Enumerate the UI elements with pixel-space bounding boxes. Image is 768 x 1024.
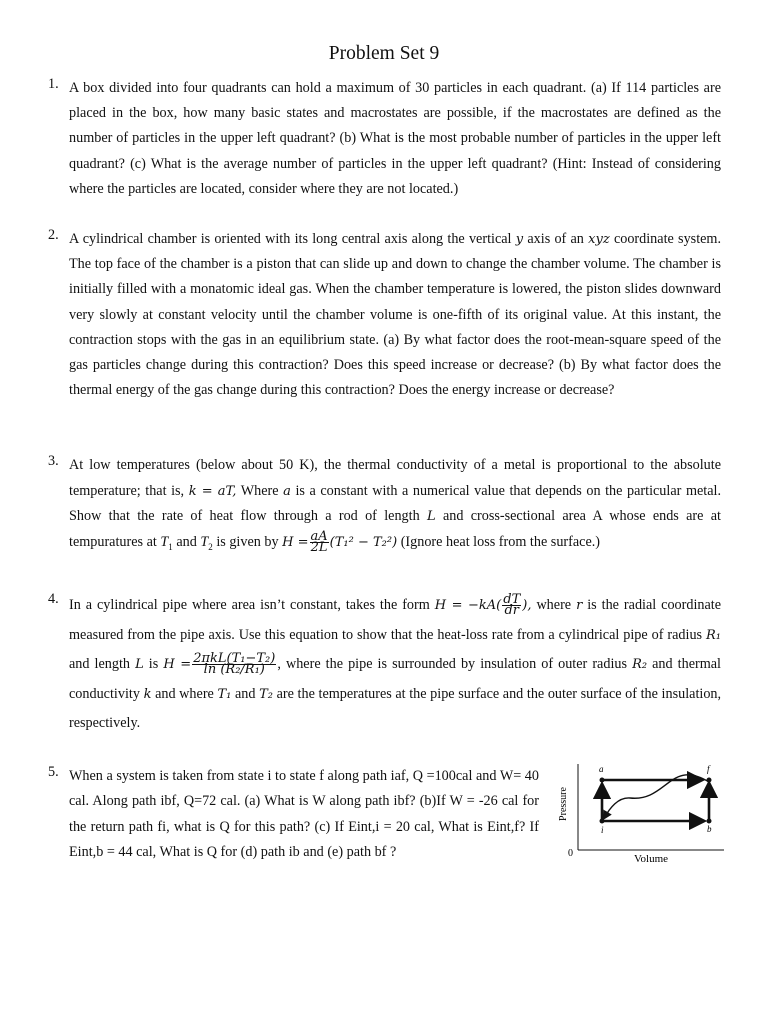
problem-number: 1. [48, 76, 59, 92]
problem-number: 2. [48, 227, 59, 243]
fraction: $\frac{aA}{2L}$ [310, 528, 328, 555]
problem-1 [48, 76, 724, 201]
problem-text: A cylindrical chamber is oriented with its long central axis along the vertical y axis of an xyz coordinate system. The top face of the chamber is a piston that can slide up and down to change the chamber volume. The chamber is initially filled with a monatomic ideal gas. When the chamber temperature is lowered, the piston slides downward very slowly at constant velocity until the chamber volume is one-fifth of its original value. At this instant, the contraction stops with the gas in an equilibrium state. (a) By what factor does the root-mean-square speed of the gas particles change during this contraction? Does this speed increase or decrease? (b) By what factor does the thermal energy of the gas change during this contraction? Does the energy increase or decrease? [69, 231, 722, 399]
page-title: Problem Set 9 [328, 43, 440, 64]
point-i [600, 819, 605, 824]
problem-text: At low temperatures (below about 50 K), the thermal conductivity of a metal is proportional to the absolute temperature; that is, k = aT, Where a is a constant with a numerical value that depends on the particular metal. Show that the rate of heat flow through a rod of length L and cross-sectional area A whose ends are at tempuratures at $T_1$ and $T_2$ is given by H = $\frac{aA}{2L}$ (T₁² − T₂²) (Ignore heat loss from the surface.) [69, 457, 721, 555]
label-i: i [601, 825, 604, 835]
y-axis-label: Pressure [558, 787, 569, 821]
problem-number: 5. [48, 764, 59, 780]
problem-3 [48, 453, 724, 558]
problem-text: A box divided into four quadrants can hold a maximum of 30 particles in each quadrant. (a) If 114 particles are placed in the box, how many basic states and macrostates are possible, if the macrostates are defined as the number of particles in the upper left quadrant? (b) What is the most probable number of particles in the upper left quadrant? (c) What is the average number of particles in the upper left quadrant? (Hint: Instead of considering where the particles are located, consider where they are not located.) [69, 80, 721, 197]
pv-diagram [552, 760, 727, 870]
problem-2 [48, 227, 724, 427]
problem-number: 4. [48, 591, 59, 607]
origin-label: 0 [568, 848, 573, 859]
x-axis-label: Volume [633, 853, 669, 865]
point-b [707, 819, 712, 824]
problem-4 [48, 591, 724, 741]
point-a [600, 778, 605, 783]
fraction: $\frac{\text{2πkL(T₁−T₂)}}{\text{ln (R₂/R₁)}}$ [193, 651, 276, 678]
label-f: f [707, 764, 710, 774]
fraction: $\frac{dT}{dr}$ [503, 592, 521, 619]
label-b: b [707, 824, 712, 834]
problem-text: In a cylindrical pipe where area isn’t constant, takes the form H = −kA( $\frac{dT}{dr}$ ), where r is the radial coordinate measured from the pipe axis. Use this equation to show that the heat-loss rate from a cylindrical pipe of radius R₁ and length L is H = $\frac{\text{2πkL(T₁−T₂)}}{\text{ln (R₂/R₁)}}$ , where the pipe is surrounded by insulation of outer radius R₂ and thermal conductivity k and where T₁ and T₂ are the temperatures at the pipe surface and the outer surface of the insulation, respectively. [69, 592, 722, 731]
problem-text: When a system is taken from state i to state f along path iaf, Q =100cal and W= 40 cal. Along path ibf, Q=72 cal. (a) What is W along path ibf? (b)If W = -26 cal for the return path fi, what is Q for this path? (c) If Eint,i = 20 cal, What is Eint,f? If Eint,b = 44 cal, What is Q for (d) path ib and (e) path bf ? [69, 768, 539, 860]
point-f [707, 778, 712, 783]
problem-5 [48, 764, 548, 869]
problem-number: 3. [48, 453, 59, 469]
label-a: a [599, 764, 604, 774]
